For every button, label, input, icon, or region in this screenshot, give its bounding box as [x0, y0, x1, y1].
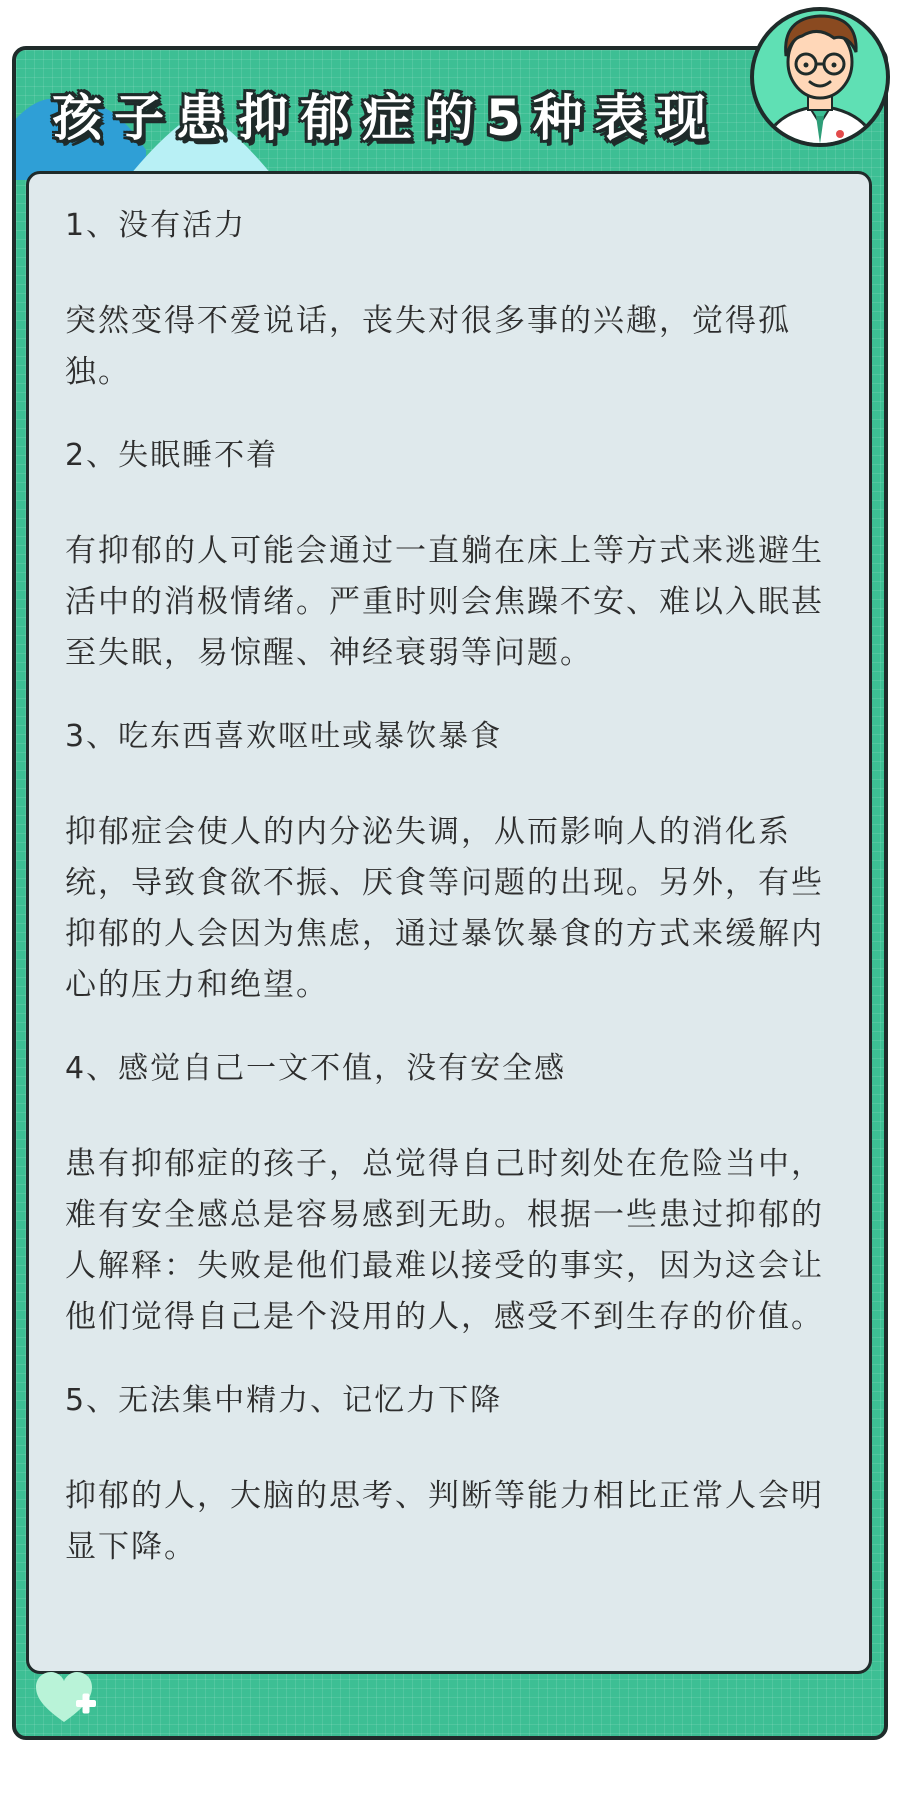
section-body: 有抑郁的人可能会通过一直躺在床上等方式来逃避生活中的消极情绪。严重时则会焦躁不安、难以入眠甚至失眠，易惊醒、神经衰弱等问题。 — [65, 533, 824, 671]
section-1 — [65, 202, 845, 398]
doctor-avatar-icon — [748, 0, 892, 154]
content-card — [26, 171, 872, 1674]
section-heading: 1、没有活力 — [65, 208, 247, 243]
section-body: 突然变得不爱说话，丧失对很多事的兴趣，觉得孤独。 — [65, 303, 791, 390]
section-4 — [65, 1045, 845, 1343]
section-3 — [65, 713, 845, 1011]
section-body: 患有抑郁症的孩子，总觉得自己时刻处在危险当中，难有安全感总是容易感到无助。根据一些患过抑郁的人解释：失败是他们最难以接受的事实，因为这会让他们觉得自己是个没用的人，感受不到生存的价值。 — [65, 1146, 824, 1335]
section-5 — [65, 1377, 845, 1573]
section-2 — [65, 432, 845, 679]
section-heading: 4、感觉自己一文不值，没有安全感 — [65, 1051, 567, 1086]
section-heading: 2、失眠睡不着 — [65, 438, 279, 473]
content-list — [65, 202, 845, 1573]
heart-plus-icon — [34, 1670, 100, 1726]
section-body: 抑郁症会使人的内分泌失调，从而影响人的消化系统，导致食欲不振、厌食等问题的出现。另外，有些抑郁的人会因为焦虑，通过暴饮暴食的方式来缓解内心的压力和绝望。 — [65, 814, 824, 1003]
section-heading: 5、无法集中精力、记忆力下降 — [65, 1383, 503, 1418]
section-heading: 3、吃东西喜欢呕吐或暴饮暴食 — [65, 719, 503, 754]
poster-frame — [12, 46, 888, 1740]
poster-title: 孩子患抑郁症的5种表现 — [52, 89, 719, 147]
section-body: 抑郁的人，大脑的思考、判断等能力相比正常人会明显下降。 — [65, 1478, 824, 1565]
